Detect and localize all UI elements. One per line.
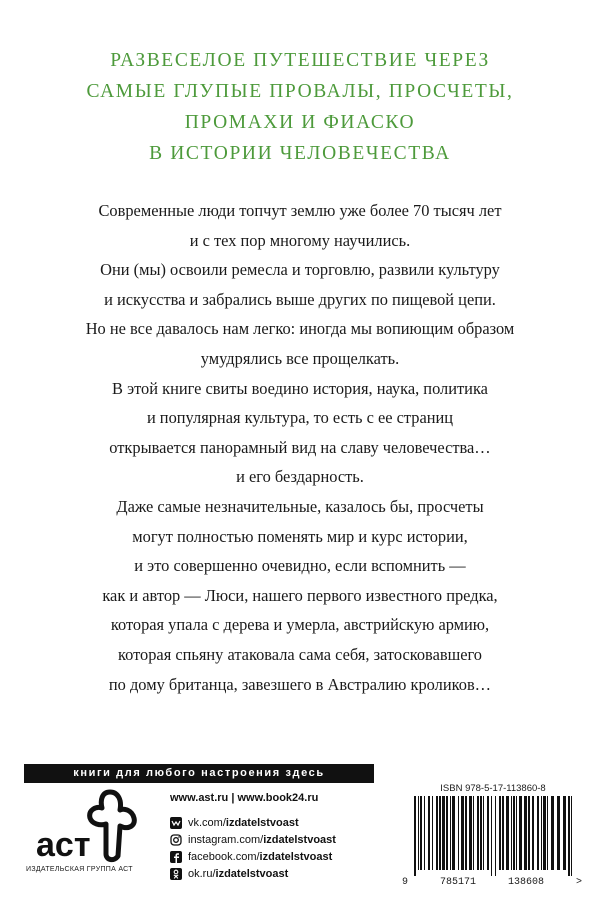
vk-link[interactable]	[170, 814, 390, 831]
barcode-bar	[450, 796, 451, 870]
barcode-bar	[461, 796, 464, 870]
blurb-line: которая спьяну атаковала сама себя, затосковавшего	[117, 644, 482, 664]
barcode-bar	[436, 796, 438, 870]
instagram-link[interactable]	[170, 831, 390, 848]
contact-links	[170, 792, 390, 882]
barcode-bar	[547, 796, 548, 870]
blurb-text	[0, 196, 600, 699]
barcode-bar	[452, 796, 455, 870]
isbn: ISBN 978-5-17-113860-8	[440, 783, 546, 794]
barcode-bar	[469, 796, 472, 870]
barcode-bar	[432, 796, 433, 870]
blurb-line: которая упала с дерева и умерла, австрийскую армию,	[110, 615, 490, 635]
barcode-bar	[446, 796, 448, 870]
facebook-prefix: facebook.com/	[188, 850, 260, 863]
barcode-bar	[543, 796, 546, 870]
instagram-handle: izdatelstvoast	[263, 833, 336, 846]
barcode-bar	[465, 796, 467, 870]
logo-letters: аст	[36, 826, 91, 864]
headline-line: САМЫЕ ГЛУПЫЕ ПРОВАЛЫ, ПРОСЧЕТЫ,	[86, 81, 514, 102]
instagram-icon	[170, 834, 182, 846]
headline	[0, 45, 600, 169]
barcode-end: >	[575, 877, 582, 888]
barcode-bar	[563, 796, 566, 870]
barcode-bar	[495, 796, 496, 876]
blurb-line: умудрялись все прощелкать.	[200, 348, 400, 368]
barcode-bar	[458, 796, 459, 870]
blurb-line: В этой книге свиты воедино история, наука, политика	[112, 378, 488, 398]
blurb-line: и популярная культура, то есть с ее страниц	[146, 408, 454, 428]
barcode-bar	[511, 796, 512, 870]
blurb-line: и его бездарность.	[236, 467, 364, 487]
barcode-bar	[414, 796, 416, 876]
barcode-bar	[551, 796, 554, 870]
barcode-bar	[502, 796, 504, 870]
barcode-bar	[424, 796, 425, 870]
banner: книги для любого настроения здесь	[24, 764, 374, 783]
barcode-bar	[487, 796, 489, 870]
publisher-name: ИЗДАТЕЛЬСКАЯ ГРУППА АСТ	[26, 866, 133, 873]
barcode-bar	[568, 796, 570, 876]
barcode-bar	[491, 796, 492, 876]
ok-prefix: ok.ru/	[188, 867, 216, 880]
blurb-line: Современные люди топчут землю уже более 70 тысяч лет	[98, 201, 502, 220]
facebook-link[interactable]	[170, 848, 390, 865]
blurb-line: как и автор — Люси, нашего первого известного предка,	[102, 585, 498, 605]
barcode	[408, 796, 578, 876]
blurb-line: Даже самые незначительные, казалось бы, просчеты	[116, 496, 484, 516]
barcode-bar	[477, 796, 479, 870]
blurb-line: и это совершенно очевидно, если вспомнить —	[134, 556, 466, 576]
facebook-icon	[170, 851, 182, 863]
barcode-bar	[483, 796, 484, 870]
vk-icon	[170, 817, 182, 829]
blurb-line: и с тех пор многому научились.	[189, 230, 411, 250]
barcode-digits	[402, 877, 582, 888]
barcode-bar	[537, 796, 539, 870]
ok-handle: izdatelstvoast	[215, 867, 289, 880]
blurb-line: по дому британца, завезшего в Австралию кроликов…	[108, 674, 492, 694]
vk-prefix: vk.com/	[188, 816, 226, 829]
headline-line: ПРОМАХИ И ФИАСКО	[184, 112, 416, 133]
barcode-bar	[528, 796, 530, 870]
barcode-first-digit: 9	[402, 877, 409, 888]
facebook-handle: izdatelstvoast	[259, 850, 333, 863]
barcode-bar	[516, 796, 517, 870]
barcode-group-2: 138608	[507, 877, 544, 888]
barcode-bar	[513, 796, 515, 870]
barcode-bar	[442, 796, 445, 870]
barcode-group-1: 785171	[439, 877, 476, 888]
barcode-bar	[506, 796, 509, 870]
barcode-bar	[420, 796, 422, 870]
barcode-bar	[499, 796, 501, 870]
headline-line: РАЗВЕСЕЛОЕ ПУТЕШЕСТВИЕ ЧЕРЕЗ	[110, 50, 490, 71]
websites[interactable]: www.ast.ru | www.book24.ru	[170, 792, 319, 804]
barcode-bar	[428, 796, 430, 870]
blurb-line: и искусства и забрались выше других по пищевой цепи.	[104, 289, 496, 309]
barcode-bar	[473, 796, 474, 870]
odnoklassniki-icon	[170, 868, 182, 880]
barcode-bar	[532, 796, 534, 870]
ast-logo	[32, 786, 152, 896]
headline-line: В ИСТОРИИ ЧЕЛОВЕЧЕСТВА	[149, 143, 451, 164]
vk-handle: izdatelstvoast	[225, 816, 299, 829]
ok-link[interactable]	[170, 865, 390, 882]
barcode-bar	[439, 796, 441, 870]
blurb-line: могут полностью поменять мир и курс истории,	[132, 526, 468, 546]
blurb-line: Но не все давалось нам легко: иногда мы вопиющим образом	[85, 319, 515, 339]
barcode-bar	[557, 796, 560, 870]
barcode-bar	[519, 796, 522, 870]
blurb-line: открывается панорамный вид на славу человечества…	[109, 437, 491, 457]
barcode-bar	[418, 796, 419, 870]
barcode-bar	[541, 796, 542, 870]
barcode-bar	[524, 796, 527, 870]
barcode-bar	[480, 796, 482, 870]
barcode-bar	[571, 796, 572, 876]
instagram-prefix: instagram.com/	[188, 833, 264, 846]
blurb-line: Они (мы) освоили ремесла и торговлю, развили культуру	[100, 260, 500, 280]
